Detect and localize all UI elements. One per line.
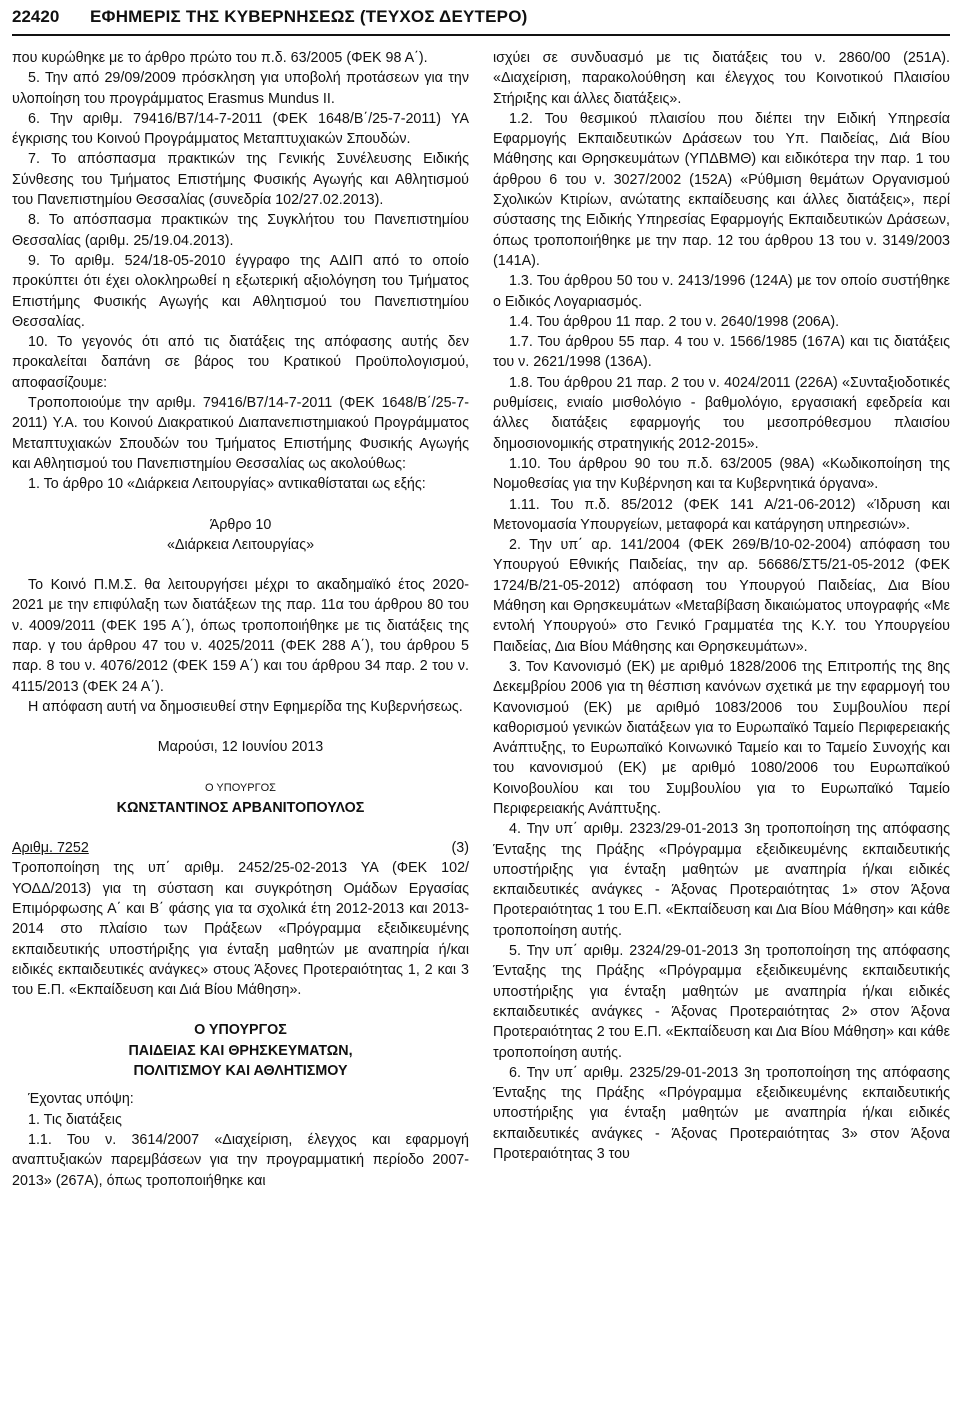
paragraph: 9. Το αριθμ. 524/18-05-2010 έγγραφο της ΑΔΙΠ από το οποίο προκύπτει ότι έχει ολοκληρωθεί η εξωτερική αξιολόγηση του Τμήματος Επιστήμης Φυσικής Αγωγής και Αθλητισμού του Πανεπιστημίου Θεσσαλίας. (12, 252, 469, 330)
paragraph: 1. Το άρθρο 10 «Διάρκεια Λειτουργίας» αντικαθίσταται ως εξής: (28, 476, 426, 493)
decision-number: Αριθμ. 7252 (12, 840, 89, 857)
minister-heading-2: ΠΑΙΔΕΙΑΣ ΚΑΙ ΘΡΗΣΚΕΥΜΑΤΩΝ, (128, 1042, 353, 1059)
paragraph: ισχύει σε συνδυασμό με τις διατάξεις του ν. 2860/00 (251Α). «Διαχείριση, παρακολούθηση και έλεγχος του Κοινοτικού Πλαισίου Στήριξης και άλλες διατάξεις». (493, 50, 950, 107)
paragraph: 6. Την αριθμ. 79416/Β7/14-7-2011 (ΦΕΚ 1648/Β΄/25-7-2011) ΥΑ έγκρισης του Κοινού Προγράμματος Μεταπτυχιακών Σπουδών. (12, 110, 469, 148)
decision-sequence: (3) (451, 840, 469, 857)
article-title: Άρθρο 10 (209, 516, 272, 533)
page-header (12, 0, 950, 36)
paragraph: 1. Τις διατάξεις (28, 1111, 122, 1128)
paragraph: 1.4. Του άρθρου 11 παρ. 2 του ν. 2640/1998 (206Α). (509, 313, 840, 330)
place-date: Μαρούσι, 12 Ιουνίου 2013 (157, 739, 324, 756)
minister-name: ΚΩΝΣΤΑΝΤΙΝΟΣ ΑΡΒΑΝΙΤΟΠΟΥΛΟΣ (116, 799, 365, 816)
paragraph: 2. Την υπ΄ αρ. 141/2004 (ΦΕΚ 269/Β/10-02-2004) απόφαση του Υπουργού Εθνικής Παιδείας, την αρ. 56686/ΣΤ5/21-05-2012 (ΦΕΚ 1724/Β/21-05-2012) απόφαση του Υπουργού Παιδείας, Δια Βίου Μάθηση και Θρησκευμάτων «Μεταβίβαση δικαιώματος υπογραφής «Με εντολή Υπουργού» στο Γενικό Γραμματέα της Κ.Υ. του Υπουργείου Παιδείας, Δια Βίου Μάθησης και Θρησκευμάτων». (493, 537, 950, 655)
paragraph: 1.2. Του θεσμικού πλαισίου που διέπει την Ειδική Υπηρεσία Εφαρμογής Εκπαιδευτικών Δράσεων του Υπ. Παιδείας, Διά Βίου Μάθησης και Θρησκευμάτων (ΥΠΔΒΜΘ) και ειδικότερα την παρ. 1 του άρθρου 6 του ν. 3027/2002 (152Α) «Ρύθμιση θεμάτων Οργανισμού Σχολικών Κτιρίων, ανώτατης εκπαίδευσης και άλλες διατάξεις», περί σύστασης της Ειδικής Υπηρεσίας Εφαρμογής Εκπαιδευτικών Δράσεων, όπως τροποποιήθηκε με την παρ. 12 του άρθρου 13 του ν. 3149/2003 (141Α). (493, 110, 950, 269)
paragraph: 4. Την υπ΄ αριθμ. 2323/29-01-2013 3η τροποποίηση της απόφασης Ένταξης της Πράξης «Πρόγραμμα εξειδικευμένης εκπαιδευτικής υποστήριξης για ένταξη μαθητών με αναπηρία ή/και ειδικές εκπαιδευτικές ανάγκες - Άξονας Προτεραιότητας 1» στον Άξονα Προτεραιότητας 1 του Ε.Π. «Εκπαίδευση και Δια Βίου Μάθηση» και κάθε τροποποίηση αυτής. (493, 821, 950, 939)
paragraph: Το Κοινό Π.Μ.Σ. θα λειτουργήσει μέχρι το ακαδημαϊκό έτος 2020-2021 με την επιφύλαξη των διατάξεων της παρ. 11α του άρθρου 80 του ν. 4009/2011 (ΦΕΚ 195 Α΄), όπως τροποποιήθηκε με τις διατάξεις της παρ. γ του άρθρου 47 του ν. 4025/2011 (ΦΕΚ 288 Α΄), του άρθρου 5 παρ. 8 του ν. 4076/2012 (ΦΕΚ 159 Α΄) και του άρθρου 34 παρ. 2 του ν. 4115/2013 (ΦΕΚ 24 Α΄). (12, 577, 469, 695)
paragraph: 6. Την υπ΄ αριθμ. 2325/29-01-2013 3η τροποποίηση της απόφασης Ένταξης της Πράξης «Πρόγραμμα εξειδικευμένης εκπαιδευτικής υποστήριξης για ένταξη μαθητών με αναπηρία ή/και ειδικές εκπαιδευτικές ανάγκες - Άξονας Προτεραιότητας 3» στον Άξονα Προτεραιότητας 3 του (493, 1064, 950, 1163)
decision-subject: Τροποποίηση της υπ΄ αριθμ. 2452/25-02-2013 ΥΑ (ΦΕΚ 102/ΥΟΔΔ/2013) για τη σύσταση και συγκρότηση Ομάδων Εργασίας Επιμόρφωσης Α΄ και Β΄ φάσης για τα σχολικά έτη 2012-2013 και 2013-2014 στο πλαίσιο των Πράξεων «Πρόγραμμα εξειδικευμένης εκπαιδευτικής υποστήριξης για ένταξη μαθητών με αναπηρία ή/και ειδικές εκπαιδευτικές ανάγκες» στους Άξονες Προτεραιότητας 1, 2 και 3 του Ε.Π. «Εκπαίδευση και Διά Βίου Μάθηση». (12, 860, 469, 999)
paragraph: 5. Την υπ΄ αριθμ. 2324/29-01-2013 3η τροποποίηση της απόφασης Ένταξης της Πράξης «Πρόγραμμα εξειδικευμένης εκπαιδευτικής υποστήριξης για ένταξη μαθητών με αναπηρία ή/και ειδικές εκπαιδευτικές ανάγκες - Άξονας Προτεραιότητας 2» στον Άξονα Προτεραιότητας 2 του Ε.Π. «Εκπαίδευση και Δια Βίου Μάθηση» και κάθε τροποποίηση αυτής. (493, 943, 950, 1061)
right-column (493, 48, 950, 1191)
gazette-title: ΕΦΗΜΕΡΙΣ ΤΗΣ ΚΥΒΕΡΝΗΣΕΩΣ (ΤΕΥΧΟΣ ΔΕΥΤΕΡΟ) (90, 7, 528, 26)
paragraph: 5. Την από 29/09/2009 πρόσκληση για υποβολή προτάσεων για την υλοποίηση του προγράμματος Erasmus Mundus II. (12, 70, 469, 107)
paragraph: 7. Το απόσπασμα πρακτικών της Γενικής Συνέλευσης Ειδικής Σύνθεσης του Τμήματος Επιστήμης Φυσικής Αγωγής και Αθλητισμού του Πανεπιστημίου Θεσσαλίας (συνεδρία 102/27.02.2013). (12, 151, 469, 209)
page-number: 22420 (12, 7, 60, 26)
paragraph: 1.11. Του π.δ. 85/2012 (ΦΕΚ 141 Α/21-06-2012) «Ίδρυση και Μετονομασία Υπουργείων, μεταφορά και κατάργηση υπηρεσιών». (493, 496, 950, 533)
minister-heading-1: Ο ΥΠΟΥΡΓΟΣ (194, 1022, 287, 1039)
left-column (12, 48, 469, 1191)
paragraph: Τροποποιούμε την αριθμ. 79416/Β7/14-7-2011 (ΦΕΚ 1648/Β΄/25-7-2011) Υ.Α. του Κοινού Διακρατικού Διαπανεπιστημιακού Προγράμματος Μεταπτυχιακών Σπουδών του Τμήματος Επιστήμης Φυσικής Αγωγής και Αθλητισμού του Πανεπιστημίου Θεσσαλίας ως ακολούθως: (12, 395, 469, 472)
paragraph: 8. Το απόσπασμα πρακτικών της Συγκλήτου του Πανεπιστημίου Θεσσαλίας (αριθμ. 25/19.04.2013). (12, 212, 469, 249)
paragraph: 1.8. Του άρθρου 21 παρ. 2 του ν. 4024/2011 (226Α) «Συνταξιοδοτικές ρυθμίσεις, ενιαίο μισθολόγιο - βαθμολόγιο, εργασιακή εφεδρεία και άλλες διατάξεις εφαρμογής του μεσοπρόθεσμου πλαισίου δημοσιονομικής στρατηγικής 2012-2015». (493, 374, 950, 452)
paragraph: 10. Το γεγονός ότι από τις διατάξεις της απόφασης αυτής δεν προκαλείται δαπάνη σε βάρος του Κρατικού Προϋπολογισμού, αποφασίζουμε: (12, 334, 469, 391)
paragraph: Η απόφαση αυτή να δημοσιευθεί στην Εφημερίδα της Κυβερνήσεως. (28, 698, 463, 715)
paragraph: 1.3. Του άρθρου 50 του ν. 2413/1996 (124Α) με τον οποίο συστήθηκε ο Ειδικός Λογαριασμός. (493, 273, 950, 310)
paragraph: 1.7. Του άρθρου 55 παρ. 4 του ν. 1566/1985 (167Α) και τις διατάξεις του ν. 2621/1998 (136Α). (493, 334, 950, 371)
article-subtitle: «Διάρκεια Λειτουργίας» (166, 536, 315, 553)
text-columns (12, 48, 950, 1191)
minister-role: Ο ΥΠΟΥΡΓΟΣ (205, 781, 276, 794)
paragraph: Έχοντας υπόψη: (28, 1091, 134, 1108)
paragraph: 1.1. Του ν. 3614/2007 «Διαχείριση, έλεγχος και εφαρμογή αναπτυξιακών παρεμβάσεων για την προγραμματική περίοδο 2007-2013» (267Α), όπως τροποποιήθηκε και (12, 1131, 469, 1189)
paragraph: 3. Τον Κανονισμό (ΕΚ) με αριθμό 1828/2006 της Επιτροπής της 8ης Δεκεμβρίου 2006 για τη θέσπιση κανόνων σχετικά με την εφαρμογή του Κανονισμού (ΕΚ) με αριθμό 1083/2006 του Συμβουλίου περί καθορισμού γενικών διατάξεων για το Ευρωπαϊκό Ταμείο Περιφερειακής Ανάπτυξης, το Ευρωπαϊκό Κοινωνικό Ταμείο και το Ταμείο Συνοχής και του κανονισμού (ΕΚ) με αριθμό 1080/2006 του Ευρωπαϊκού Κοινοβουλίου και του Συμβουλίου για το Ευρωπαϊκό Ταμείο Περιφερειακής Ανάπτυξης. (493, 658, 950, 817)
paragraph: που κυρώθηκε με το άρθρο πρώτο του π.δ. 63/2005 (ΦΕΚ 98 Α΄). (12, 50, 428, 66)
decision-number-line (12, 838, 469, 858)
minister-heading-3: ΠΟΛΙΤΙΣΜΟΥ ΚΑΙ ΑΘΛΗΤΙΣΜΟΥ (133, 1063, 348, 1080)
paragraph: 1.10. Του άρθρου 90 του π.δ. 63/2005 (98Α) «Κωδικοποίηση της Νομοθεσίας για την Κυβέρνηση και τα Κυβερνητικά όργανα». (493, 455, 950, 493)
